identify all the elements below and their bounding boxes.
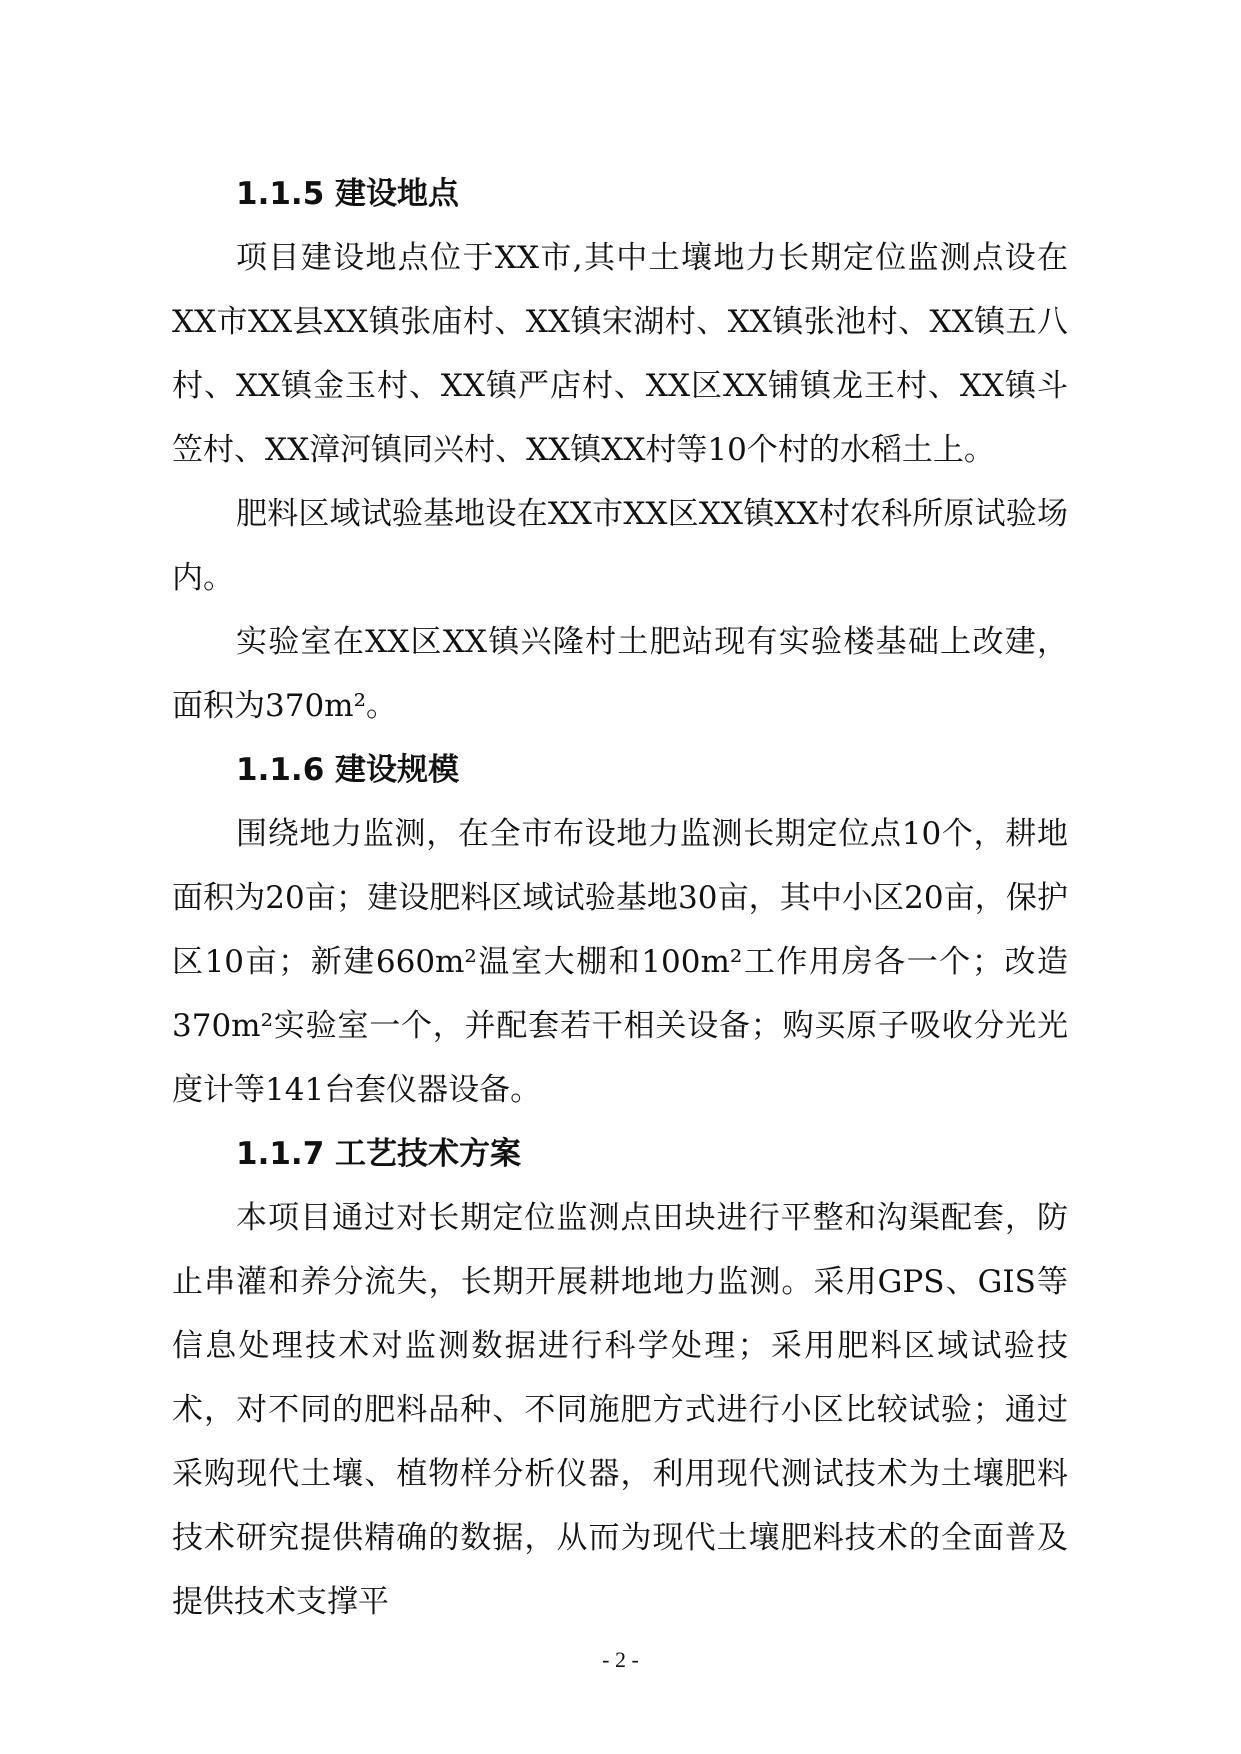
paragraph-scale: 围绕地力监测，在全市布设地力监测长期定位点10个，耕地面积为20亩；建设肥料区域试验基地30亩，其中小区20亩，保护区10亩；新建660m²温室大棚和100m²工作用房各一个；改造370m²实验室一个，并配套若干相关设备；购买原子吸收分光光度计等141台套仪器设备。 xyxy=(172,816,1068,1108)
page-number: - 2 - xyxy=(602,1647,639,1672)
section-heading-1-1-7: 1.1.7 工艺技术方案 xyxy=(236,1136,522,1172)
paragraph-technical-plan: 本项目通过对长期定位监测点田块进行平整和沟渠配套，防止串灌和养分流失，长期开展耕地地力监测。采用GPS、GIS等信息处理技术对监测数据进行科学处理；采用肥料区域试验技术，对不同的肥料品种、不同施肥方式进行小区比较试验；通过采购现代土壤、植物样分析仪器，利用现代测试技术为土壤肥料技术研究提供精确的数据，从而为现代土壤肥料技术的全面普及提供技术支撑平 xyxy=(172,1200,1068,1620)
section-heading-1-1-5: 1.1.5 建设地点 xyxy=(236,176,460,212)
paragraph-trial-base: 肥料区域试验基地设在XX市XX区XX镇XX村农科所原试验场内。 xyxy=(172,496,1068,596)
section-heading-1-1-6: 1.1.6 建设规模 xyxy=(236,752,460,788)
document-body xyxy=(172,162,1068,1634)
paragraph-location: 项目建设地点位于XX市,其中土壤地力长期定位监测点设在XX市XX县XX镇张庙村、XX镇宋湖村、XX镇张池村、XX镇五八村、XX镇金玉村、XX镇严店村、XX区XX铺镇龙王村、XX镇斗笠村、XX漳河镇同兴村、XX镇XX村等10个村的水稻土上。 xyxy=(172,240,1068,468)
paragraph-laboratory: 实验室在XX区XX镇兴隆村土肥站现有实验楼基础上改建，面积为370m²。 xyxy=(172,624,1068,724)
